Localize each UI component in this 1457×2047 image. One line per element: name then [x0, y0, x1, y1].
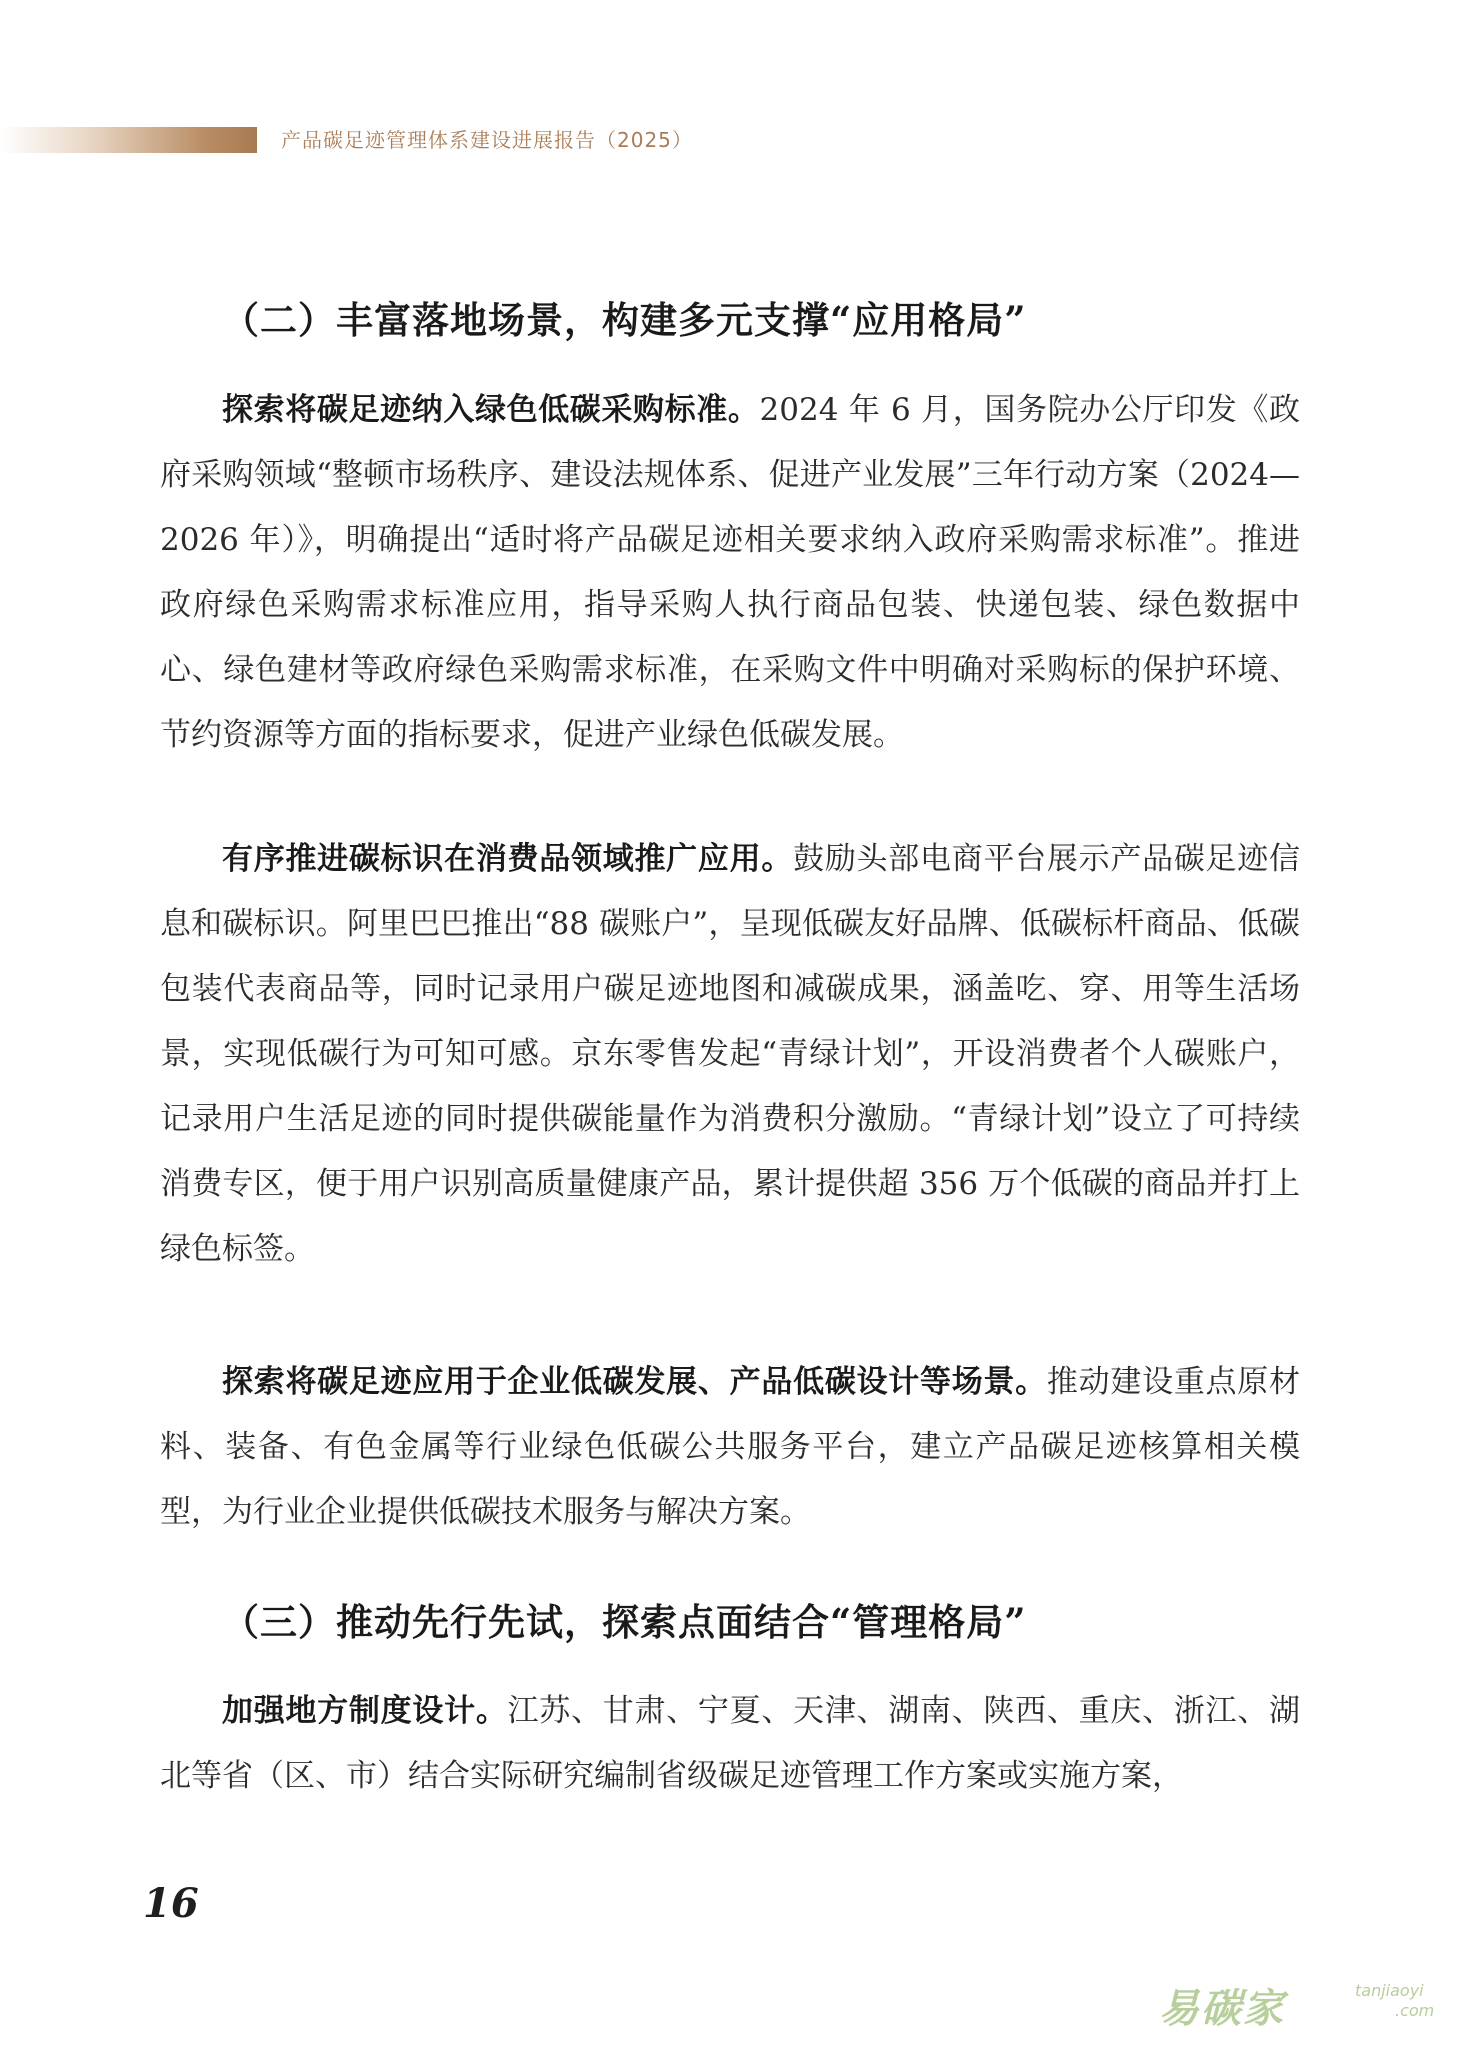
paragraph-local-system-design: [160, 1679, 1300, 1809]
paragraph-carbon-label-consumer: [160, 827, 1300, 1282]
running-header-title: 产品碳足迹管理体系建设进展报告（2025）: [281, 128, 693, 152]
section-heading-2: （二）丰富落地场景，构建多元支撑“应用格局”: [222, 298, 1027, 342]
paragraph-body: 江苏、甘肃、宁夏、天津、湖南、陕西、重庆、浙江、湖北等省（区、市）结合实际研究编制省级碳足迹管理工作方案或实施方案，: [160, 1693, 1300, 1794]
paragraph-enterprise-design: [160, 1350, 1300, 1545]
paragraph-green-procurement: [160, 378, 1300, 768]
paragraph-lead: 加强地方制度设计。: [222, 1693, 508, 1729]
paragraph-body: 2024 年 6 月，国务院办公厅印发《政府采购领域“整顿市场秩序、建设法规体系、促进产业发展”三年行动方案（2024—2026 年）》，明确提出“适时将产品碳足迹相关要求纳入政府采购需求标准”。推进政府绿色采购需求标准应用，指导采购人执行商品包装、快递包装、绿色数据中心、绿色建材等政府绿色采购需求标准，在采购文件中明确对采购标的保护环境、节约资源等方面的指标要求，促进产业绿色低碳发展。: [160, 392, 1300, 753]
watermark-domain-line2: .com: [1395, 2001, 1435, 2020]
paragraph-lead: 探索将碳足迹应用于企业低碳发展、产品低碳设计等场景。: [222, 1364, 1047, 1400]
paragraph-body: 推动建设重点原材料、装备、有色金属等行业绿色低碳公共服务平台，建立产品碳足迹核算相关模型，为行业企业提供低碳技术服务与解决方案。: [160, 1364, 1300, 1530]
header-decoration-bar: [0, 127, 257, 153]
watermark-domain-line1: tanjiaoyi: [1355, 1981, 1424, 2000]
watermark-logo: 易碳家: [1159, 1986, 1285, 2032]
section-heading-3: （三）推动先行先试，探索点面结合“管理格局”: [222, 1600, 1027, 1644]
paragraph-lead: 探索将碳足迹纳入绿色低碳采购标准。: [222, 392, 760, 428]
site-watermark: [1159, 1977, 1449, 2033]
paragraph-body: 鼓励头部电商平台展示产品碳足迹信息和碳标识。阿里巴巴推出“88 碳账户”，呈现低碳友好品牌、低碳标杆商品、低碳包装代表商品等，同时记录用户碳足迹地图和减碳成果，涵盖吃、穿、用等生活场景，实现低碳行为可知可感。京东零售发起“青绿计划”，开设消费者个人碳账户，记录用户生活足迹的同时提供碳能量作为消费积分激励。“青绿计划”设立了可持续消费专区，便于用户识别高质量健康产品，累计提供超 356 万个低碳的商品并打上绿色标签。: [160, 841, 1301, 1267]
watermark-domain: [1355, 1981, 1434, 2021]
page-number: 16: [143, 1880, 199, 1927]
paragraph-lead: 有序推进碳标识在消费品领域推广应用。: [222, 841, 794, 877]
